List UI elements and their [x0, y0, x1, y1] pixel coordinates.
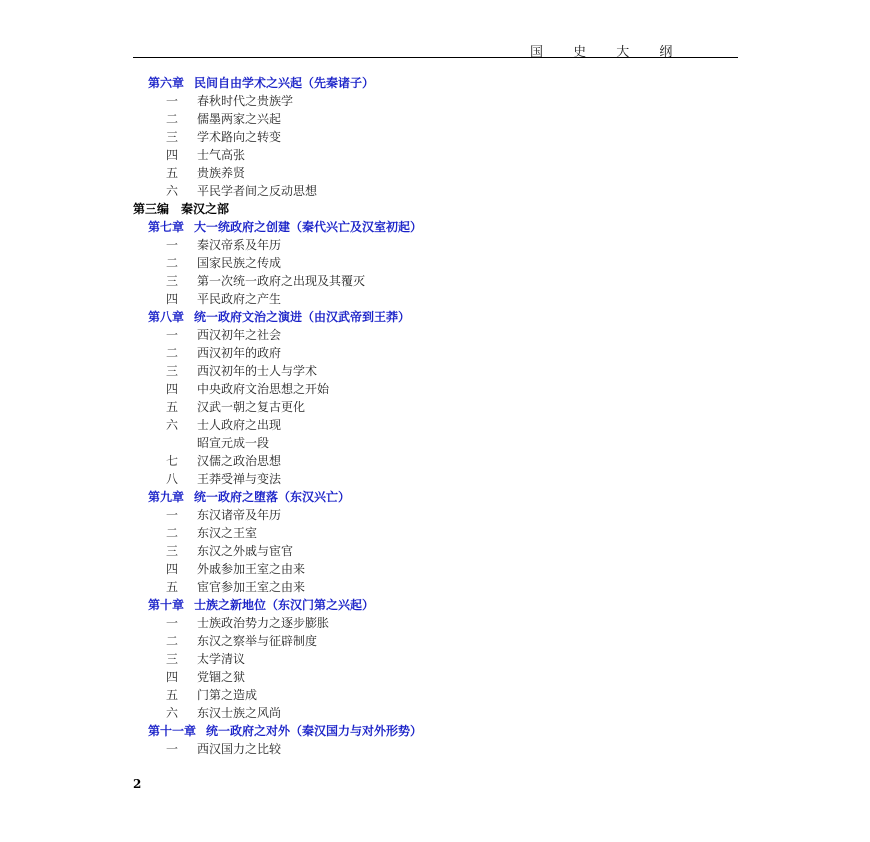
toc-entry-number: 二: [166, 346, 179, 360]
toc-entry-title: 门第之造成: [197, 688, 258, 702]
toc-entry-title: 宦官参加王室之由来: [197, 580, 306, 594]
toc-entry-number: 六: [166, 184, 179, 198]
toc-entry-number: 二: [166, 526, 179, 540]
toc-item: [166, 452, 281, 470]
toc-entry-number: 第三编: [133, 202, 170, 216]
toc-entry-number: 第六章: [148, 76, 185, 90]
toc-entry-number: 第十一章: [148, 724, 197, 738]
toc-entry-title: 士人政府之出现: [197, 418, 282, 432]
toc-entry-number: 三: [166, 130, 179, 144]
toc-entry-title: 东汉之王室: [197, 526, 258, 540]
page-number: 2: [133, 777, 142, 791]
toc-item: [166, 470, 281, 488]
toc-entry-title: 汉儒之政治思想: [197, 454, 282, 468]
toc-entry-title: 国家民族之传成: [197, 256, 282, 270]
running-header-title: 国 史 大 纲: [530, 45, 686, 60]
toc-entry-number: 第七章: [148, 220, 185, 234]
toc-item: [166, 272, 365, 290]
toc-item: [166, 290, 281, 308]
toc-chapter-heading: [148, 488, 350, 506]
toc-item: [166, 398, 305, 416]
toc-item: [166, 416, 281, 434]
toc-entry-title: 汉武一朝之复古更化: [197, 400, 306, 414]
toc-entry-number: 四: [166, 670, 179, 684]
toc-item: [166, 92, 293, 110]
toc-entry-number: 三: [166, 544, 179, 558]
toc-entry-title: 统一政府之对外（秦汉国力与对外形势）: [206, 724, 423, 738]
toc-entry-number: 八: [166, 472, 179, 486]
toc-entry-title: 西汉初年的士人与学术: [197, 364, 318, 378]
toc-entry-title: 儒墨两家之兴起: [197, 112, 282, 126]
toc-item: [166, 434, 269, 452]
toc-entry-title: 秦汉之部: [181, 202, 230, 216]
toc-item: [166, 632, 317, 650]
toc-entry-number: 五: [166, 400, 179, 414]
toc-entry-title: 东汉士族之风尚: [197, 706, 282, 720]
toc-entry-title: 东汉之察举与征辟制度: [197, 634, 318, 648]
toc-entry-title: 西汉国力之比较: [197, 742, 282, 756]
toc-entry-title: 太学清议: [197, 652, 246, 666]
toc-entry-number: 二: [166, 634, 179, 648]
toc-part-heading: [133, 200, 229, 218]
toc-item: [166, 254, 281, 272]
toc-chapter-heading: [148, 596, 374, 614]
toc-item: [166, 110, 281, 128]
toc-entry-number: 一: [166, 742, 179, 756]
toc-chapter-heading: [148, 74, 374, 92]
toc-item: [166, 182, 317, 200]
toc-item: [166, 362, 317, 380]
toc-entry-number: 四: [166, 148, 179, 162]
toc-item: [166, 344, 281, 362]
toc-entry-number: 一: [166, 94, 179, 108]
toc-entry-title: 外戚参加王室之由来: [197, 562, 306, 576]
toc-entry-title: 西汉初年之社会: [197, 328, 282, 342]
toc-entry-number: 一: [166, 328, 179, 342]
toc-entry-title: 西汉初年的政府: [197, 346, 282, 360]
toc-item: [166, 686, 257, 704]
toc-entry-number: 六: [166, 706, 179, 720]
toc-entry-number: 第十章: [148, 598, 185, 612]
toc-entry-number: 四: [166, 292, 179, 306]
toc-entry-number: 五: [166, 166, 179, 180]
toc-entry-title: 平民学者间之反动思想: [197, 184, 318, 198]
toc-entry-title: 大一统政府之创建（秦代兴亡及汉室初起）: [194, 220, 423, 234]
toc-entry-title: 士族政治势力之逐步膨胀: [197, 616, 330, 630]
toc-entry-number: 一: [166, 508, 179, 522]
toc-item: [166, 704, 281, 722]
toc-entry-title: 秦汉帝系及年历: [197, 238, 282, 252]
toc-entry-number: 三: [166, 364, 179, 378]
toc-item: [166, 326, 281, 344]
toc-item: [166, 650, 245, 668]
toc-chapter-heading: [148, 722, 422, 740]
toc-entry-number: 三: [166, 652, 179, 666]
toc-entry-title: 春秋时代之贵族学: [197, 94, 294, 108]
toc-entry-number: 四: [166, 382, 179, 396]
toc-entry-title: 学术路向之转变: [197, 130, 282, 144]
toc-item: [166, 236, 281, 254]
toc-item: [166, 380, 329, 398]
toc-entry-number: 一: [166, 616, 179, 630]
toc-entry-number: 三: [166, 274, 179, 288]
toc-entry-title: 昭宣元成一段: [197, 436, 270, 450]
toc-item: [166, 578, 305, 596]
toc-item: [166, 668, 245, 686]
toc-entry-number: 第八章: [148, 310, 185, 324]
toc-chapter-heading: [148, 308, 410, 326]
toc-item: [166, 740, 281, 758]
toc-entry-number: 二: [166, 256, 179, 270]
toc-entry-number: 第九章: [148, 490, 185, 504]
toc-entry-title: 统一政府之堕落（东汉兴亡）: [194, 490, 351, 504]
toc-item: [166, 506, 281, 524]
toc-entry-title: 士气高张: [197, 148, 246, 162]
toc-entry-title: 第一次统一政府之出现及其覆灭: [197, 274, 366, 288]
header-rule: [133, 57, 738, 58]
toc-item: [166, 146, 245, 164]
toc-entry-number: 五: [166, 580, 179, 594]
toc-entry-number: 二: [166, 112, 179, 126]
toc-item: [166, 524, 257, 542]
toc-entry-title: 民间自由学术之兴起（先秦诸子）: [194, 76, 375, 90]
toc-entry-number: 一: [166, 238, 179, 252]
toc-entry-title: 统一政府文治之演进（由汉武帝到王莽）: [194, 310, 411, 324]
toc-item: [166, 164, 245, 182]
toc-entry-title: 东汉之外戚与宦官: [197, 544, 294, 558]
toc-entry-number: 五: [166, 688, 179, 702]
toc-entry-title: 平民政府之产生: [197, 292, 282, 306]
toc-entry-title: 士族之新地位（东汉门第之兴起）: [194, 598, 375, 612]
toc-entry-number: 四: [166, 562, 179, 576]
toc-entry-title: 贵族养贤: [197, 166, 246, 180]
toc-entry-title: 党锢之狱: [197, 670, 246, 684]
toc-entry-number: 六: [166, 418, 179, 432]
toc-item: [166, 128, 281, 146]
toc-entry-title: 东汉诸帝及年历: [197, 508, 282, 522]
toc-item: [166, 542, 293, 560]
toc-entry-number: 七: [166, 454, 179, 468]
toc-entry-title: 中央政府文治思想之开始: [197, 382, 330, 396]
toc-chapter-heading: [148, 218, 422, 236]
toc-item: [166, 614, 329, 632]
toc-entry-title: 王莽受禅与变法: [197, 472, 282, 486]
toc-item: [166, 560, 305, 578]
